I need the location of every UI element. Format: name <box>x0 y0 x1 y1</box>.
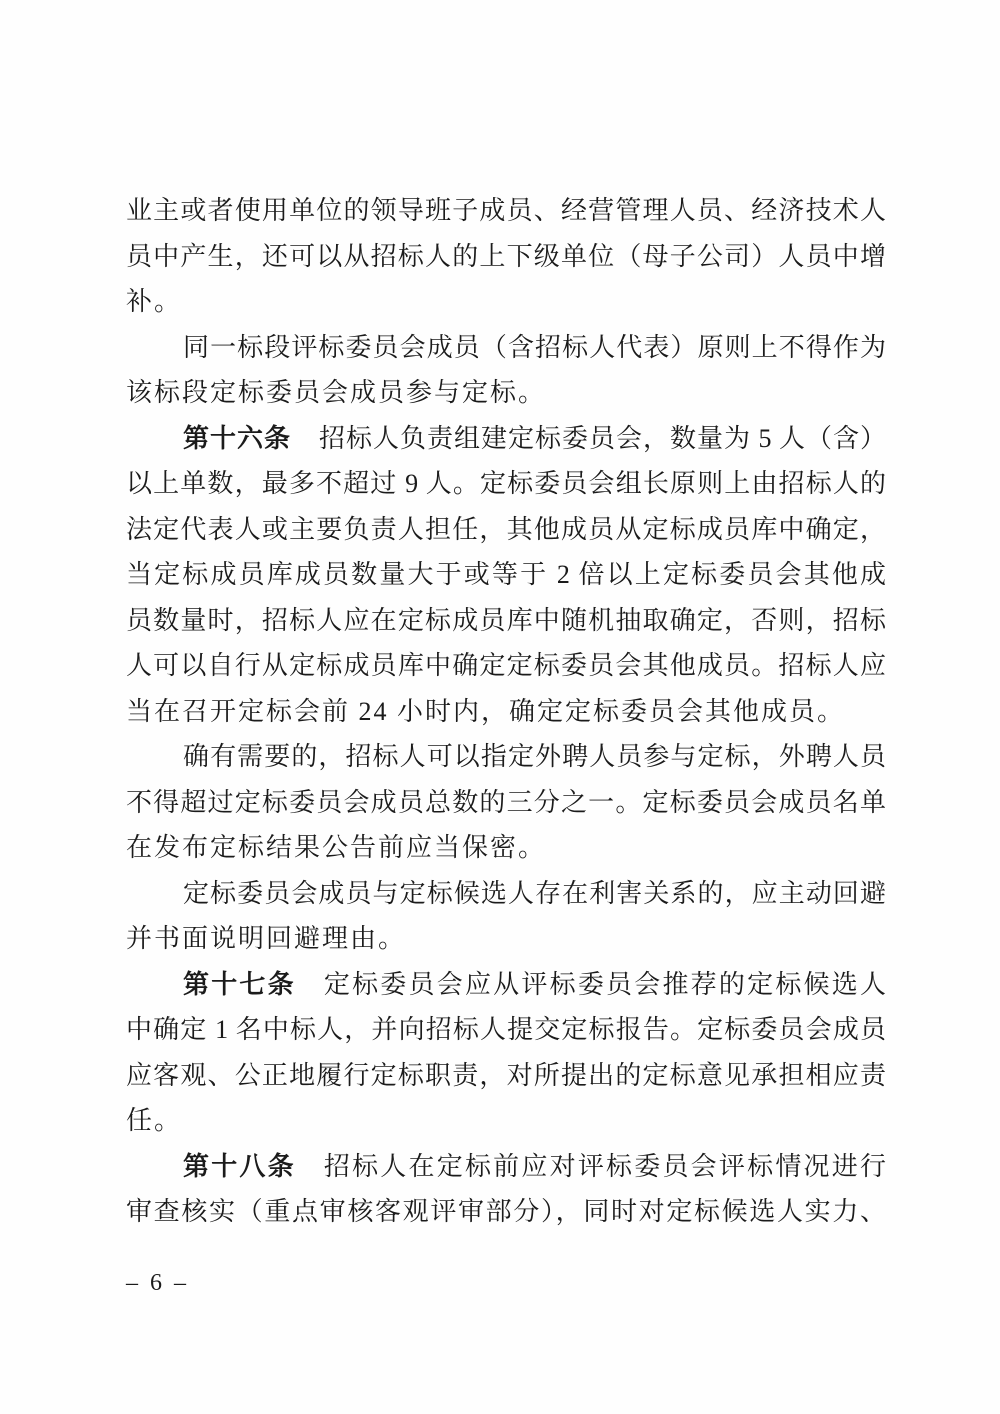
line-text: 以上单数，最多不超过 9 人。定标委员会组长原则上由招标人的 <box>126 469 886 498</box>
line-text: 审查核实（重点审核客观评审部分），同时对定标候选人实力、 <box>126 1197 886 1226</box>
line-text: 不得超过定标委员会成员总数的三分之一。定标委员会成员名单 <box>126 787 886 817</box>
text-line <box>126 461 886 507</box>
text-line <box>126 234 886 280</box>
text-line <box>126 279 886 325</box>
line-text: 定标委员会成员与定标候选人存在利害关系的，应主动回避 <box>183 878 886 908</box>
text-line <box>126 1098 886 1144</box>
line-text: 在发布定标结果公告前应当保密。 <box>126 833 547 862</box>
line-text: 招标人负责组建定标委员会，数量为 5 人（含） <box>319 423 886 453</box>
text-line <box>126 643 886 689</box>
line-text: 法定代表人或主要负责人担任，其他成员从定标成员库中确定， <box>126 514 886 544</box>
line-text: 应客观、公正地履行定标职责，对所提出的定标意见承担相应责 <box>126 1060 886 1090</box>
line-text: 人可以自行从定标成员库中确定定标委员会其他成员。招标人应 <box>126 651 886 680</box>
line-text: 员中产生，还可以从招标人的上下级单位（母子公司）人员中增 <box>126 241 886 271</box>
text-line <box>126 1007 886 1053</box>
text-line <box>126 552 886 598</box>
line-text: 该标段定标委员会成员参与定标。 <box>126 378 547 407</box>
text-line <box>126 871 886 917</box>
text-line <box>126 780 886 826</box>
line-text: 业主或者使用单位的领导班子成员、经营管理人员、经济技术人 <box>126 196 886 225</box>
document-body <box>126 188 886 1235</box>
line-text: 确有需要的，招标人可以指定外聘人员参与定标，外聘人员 <box>183 742 886 771</box>
text-line <box>126 370 886 416</box>
line-text: 并书面说明回避理由。 <box>126 924 407 953</box>
text-line <box>126 916 886 962</box>
text-line <box>126 1189 886 1235</box>
line-text: 员数量时，招标人应在定标成员库中随机抽取确定，否则，招标 <box>126 605 886 635</box>
line-text: 中确定 1 名中标人，并向招标人提交定标报告。定标委员会成员 <box>126 1015 886 1044</box>
article-number: 第十八条 <box>183 1151 296 1181</box>
article-number: 第十七条 <box>183 969 296 999</box>
text-line <box>126 689 886 735</box>
line-text: 当在召开定标会前 24 小时内，确定定标委员会其他成员。 <box>126 696 846 726</box>
line-text: 任。 <box>126 1106 183 1135</box>
text-line <box>126 825 886 871</box>
text-line <box>126 1144 886 1190</box>
text-line <box>126 188 886 234</box>
text-line <box>126 325 886 371</box>
line-text: 同一标段评标委员会成员（含招标人代表）原则上不得作为 <box>183 332 886 362</box>
article-number: 第十六条 <box>183 423 291 453</box>
text-line <box>126 598 886 644</box>
line-text: 招标人在定标前应对评标委员会评标情况进行 <box>323 1151 886 1181</box>
text-line <box>126 1053 886 1099</box>
text-line <box>126 416 886 462</box>
text-line <box>126 962 886 1008</box>
text-line <box>126 734 886 780</box>
line-text: 当定标成员库成员数量大于或等于 2 倍以上定标委员会其他成 <box>126 560 886 589</box>
page-number: – 6 – <box>126 1270 189 1296</box>
line-text: 补。 <box>126 287 183 316</box>
line-text: 定标委员会应从评标委员会推荐的定标候选人 <box>323 969 886 999</box>
text-line <box>126 507 886 553</box>
